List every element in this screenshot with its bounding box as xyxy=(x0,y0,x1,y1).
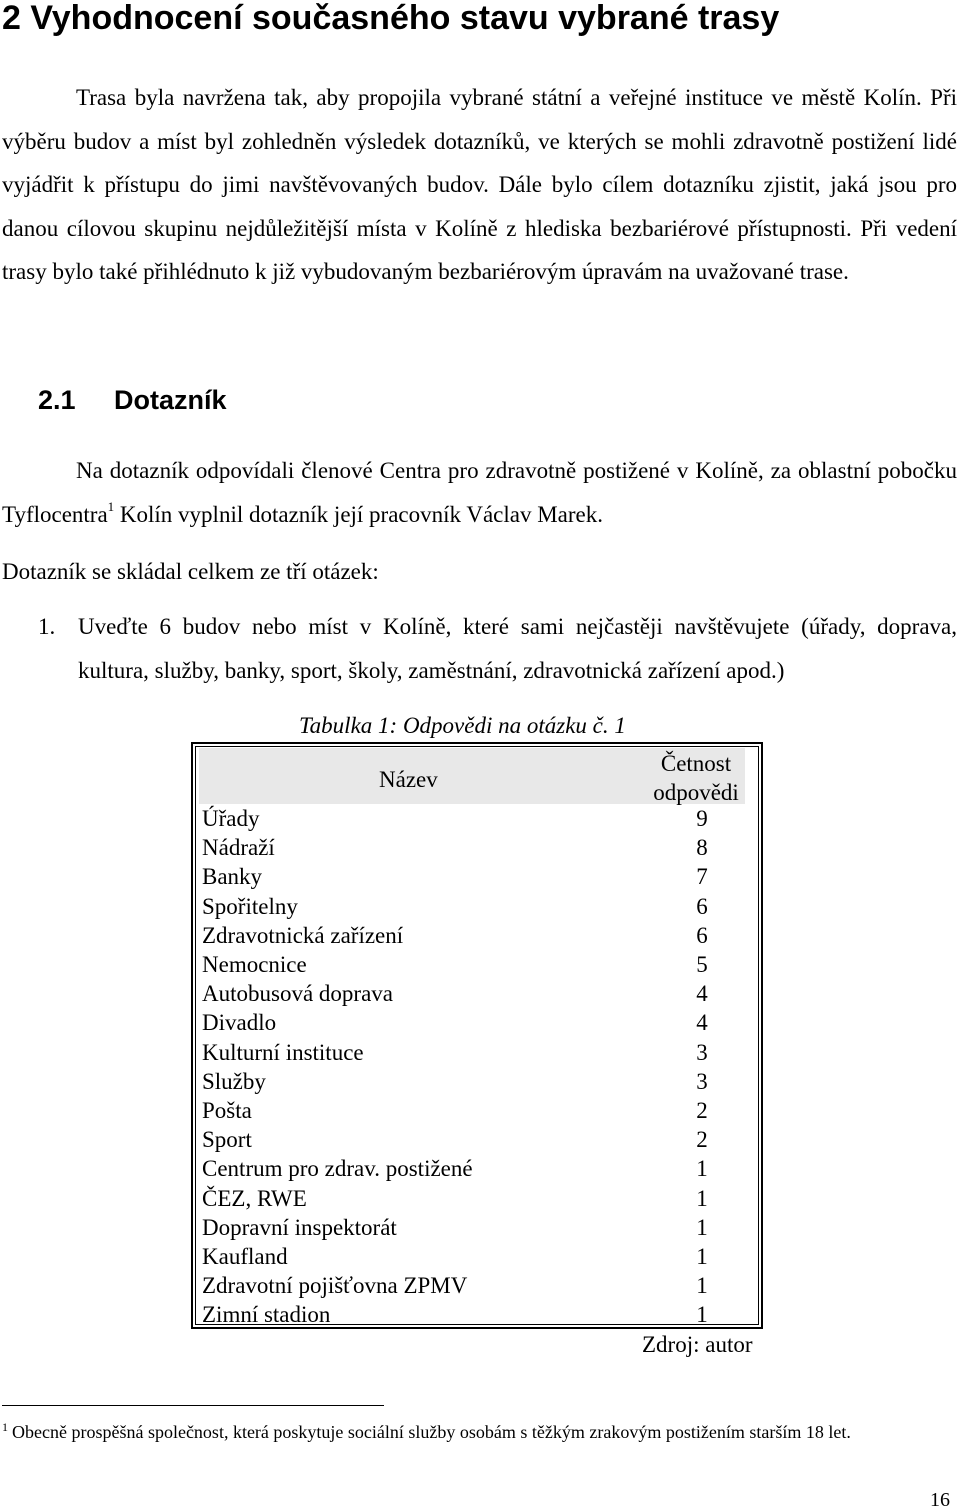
table-row xyxy=(202,1067,708,1096)
intro-paragraph: Trasa byla navržena tak, aby propojila vybrané státní a veřejné instituce ve městě Kolín. Při výběru budov a míst byl zohledněn výsledek dotazníků, ve kterých se mohli zdravotně postižení lidé vyjádřit k přístupu do jimi navštěvovaných budov. Dále bylo cílem dotazníku zjistit, jaká jsou pro danou cílovou skupinu nejdůležitější místa v Kolíně z hlediska bezbariérové přístupnosti. Při vedení trasy bylo také přihlédnuto k již vybudovaným bezbariérovým úpravám na uvažované trase. xyxy=(2,85,957,285)
row-name: Kulturní instituce xyxy=(202,1039,364,1065)
row-name: Úřady xyxy=(202,806,260,831)
table-source: Zdroj: autor xyxy=(642,1332,753,1357)
table-row xyxy=(202,892,708,921)
composition-line: Dotazník se skládal celkem ze tří otázek: xyxy=(2,559,379,584)
chapter-title: 2 Vyhodnocení současného stavu vybrané trasy xyxy=(2,0,780,37)
list-marker: 1. xyxy=(38,614,56,639)
row-name: Nádraží xyxy=(202,835,275,861)
footnote xyxy=(2,1419,942,1446)
questionnaire-paragraph xyxy=(2,449,957,536)
questionnaire-text-part1: Na dotazník odpovídali členové Centra pro zdravotně postižené v Kolíně, za oblastní pobočku Tyflocentra xyxy=(2,458,957,527)
row-count: 5 xyxy=(696,952,708,977)
footnote-reference: 1 xyxy=(107,498,115,514)
table-row xyxy=(202,1300,708,1329)
row-count: 2 xyxy=(696,1098,708,1123)
row-name: Banky xyxy=(202,864,263,890)
table-row xyxy=(202,862,708,891)
row-name: Služby xyxy=(202,1068,266,1094)
header-count xyxy=(646,749,746,807)
table-row xyxy=(202,1184,708,1213)
table-row xyxy=(202,979,708,1008)
table-row xyxy=(202,1271,708,1300)
row-count: 6 xyxy=(696,893,708,919)
row-count: 9 xyxy=(696,806,708,831)
footnote-marker: 1 xyxy=(2,1420,8,1434)
question-text: Uveďte 6 budov nebo míst v Kolíně, které sami nejčastěji navštěvujete (úřady, doprava, kultura, služby, banky, sport, školy, zaměstnání, zdravotnická zařízení apod.) xyxy=(78,614,957,683)
row-name: Spořitelny xyxy=(202,893,298,919)
row-count: 6 xyxy=(696,922,708,948)
table-row xyxy=(202,1154,708,1183)
table-row xyxy=(202,921,708,950)
section-title: Dotazník xyxy=(114,385,227,415)
row-count: 1 xyxy=(696,1185,708,1211)
table-caption: Tabulka 1: Odpovědi na otázku č. 1 xyxy=(299,713,626,738)
footnote-text: Obecně prospěšná společnost, která poskytuje sociální služby osobám s těžkým zrakovým postižením starším 18 let. xyxy=(12,1422,851,1442)
questionnaire-text-part2: Kolín vyplnil dotazník její pracovník Václav Marek. xyxy=(114,501,604,527)
footnote-divider xyxy=(2,1405,384,1406)
row-count: 3 xyxy=(696,1039,708,1065)
row-count: 3 xyxy=(696,1068,708,1094)
row-name: ČEZ, RWE xyxy=(202,1185,307,1211)
table-row xyxy=(202,1242,708,1271)
row-name: Zdravotnická zařízení xyxy=(202,922,404,948)
row-name: Centrum pro zdrav. postižené xyxy=(202,1156,473,1182)
table-row xyxy=(202,1213,708,1242)
row-name: Divadlo xyxy=(202,1010,277,1036)
row-count: 1 xyxy=(696,1244,708,1269)
row-name: Dopravní inspektorát xyxy=(202,1214,397,1240)
row-count: 1 xyxy=(696,1214,708,1240)
table-row xyxy=(202,1038,708,1067)
row-name: Pošta xyxy=(202,1098,252,1123)
row-count: 1 xyxy=(696,1156,708,1182)
row-count: 1 xyxy=(696,1302,708,1328)
row-name: Autobusová doprava xyxy=(202,981,393,1007)
header-name: Název xyxy=(379,767,438,792)
row-count: 7 xyxy=(696,864,708,890)
row-name: Sport xyxy=(202,1127,252,1153)
table-row xyxy=(202,1125,708,1154)
section-heading xyxy=(38,380,227,420)
table-row xyxy=(202,1008,708,1037)
table-row xyxy=(202,804,708,833)
header-count-line2: odpovědi xyxy=(653,780,739,805)
table-row xyxy=(202,950,708,979)
row-count: 1 xyxy=(696,1273,708,1299)
row-count: 4 xyxy=(696,1010,708,1036)
row-name: Nemocnice xyxy=(202,952,307,977)
row-name: Zdravotní pojišťovna ZPMV xyxy=(202,1273,468,1299)
section-number: 2.1 xyxy=(38,385,76,415)
row-name: Kaufland xyxy=(202,1244,288,1269)
row-count: 2 xyxy=(696,1127,708,1153)
table-header xyxy=(199,748,745,804)
answers-table xyxy=(191,742,763,1329)
row-name: Zimní stadion xyxy=(202,1302,331,1328)
question-list-item xyxy=(2,605,957,692)
table-row xyxy=(202,833,708,862)
header-count-line1: Četnost xyxy=(660,751,732,776)
page-number: 16 xyxy=(930,1489,950,1511)
row-count: 8 xyxy=(696,835,708,861)
table-row xyxy=(202,1096,708,1125)
row-count: 4 xyxy=(696,981,708,1007)
